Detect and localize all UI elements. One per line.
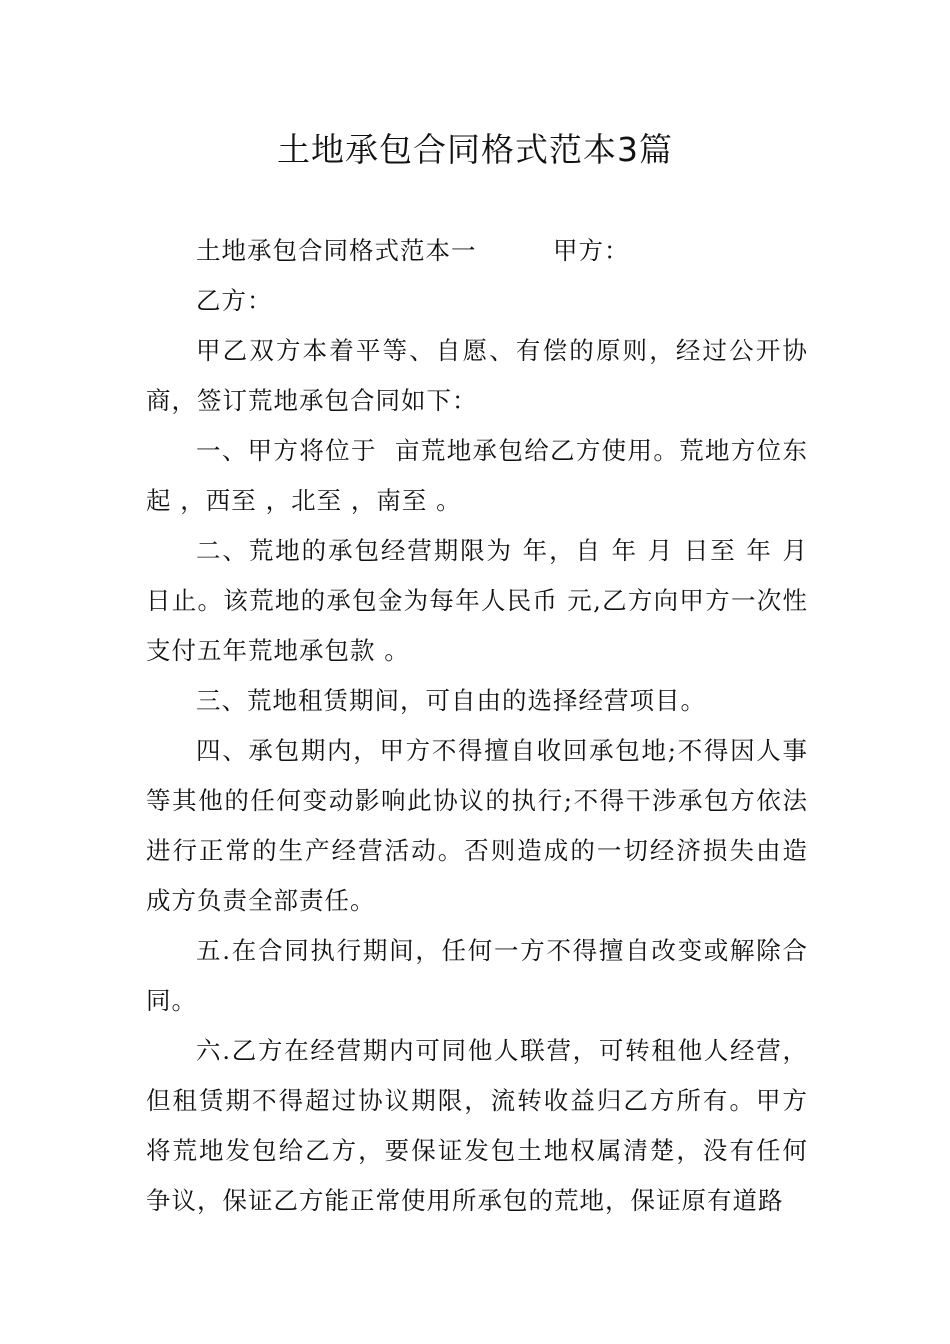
document-body xyxy=(146,226,817,1226)
paragraph-preamble: 甲乙双方本着平等、自愿、有偿的原则，经过公开协商，签订荒地承包合同如下： xyxy=(146,336,808,415)
paragraph-clause-1: 一、甲方将位于 亩荒地承包给乙方使用。荒地方位东起 ，西至 ，北至 ，南至 。 xyxy=(146,436,808,515)
paragraph-clause-4: 四、承包期内，甲方不得擅自收回承包地;不得因人事等其他的任何变动影响此协议的执行;不得干涉承包方依法进行正常的生产经营活动。否则造成的一切经济损失由造成方负责全部责任。 xyxy=(146,736,808,915)
paragraph-party-b: 乙方： xyxy=(196,286,273,315)
paragraph-heading-parties: 土地承包合同格式范本一 甲方： xyxy=(196,236,630,265)
paragraph-clause-6: 六.乙方在经营期内可同他人联营，可转租他人经营，但租赁期不得超过协议期限，流转收益归乙方所有。甲方将荒地发包给乙方，要保证发包土地权属清楚，没有任何争议，保证乙方能正常使用所承包的荒地，保证原有道路 xyxy=(146,1036,808,1215)
paragraph-clause-5: 五.在合同执行期间，任何一方不得擅自改变或解除合同。 xyxy=(146,936,808,1015)
paragraph-clause-3: 三、荒地租赁期间，可自由的选择经营项目。 xyxy=(196,686,706,715)
paragraph-clause-2: 二、荒地的承包经营期限为 年，自 年 月 日至 年 月 日止。该荒地的承包金为每年人民币 元,乙方向甲方一次性支付五年荒地承包款 。 xyxy=(146,536,817,665)
document-title: 土地承包合同格式范本3篇 xyxy=(277,130,673,169)
